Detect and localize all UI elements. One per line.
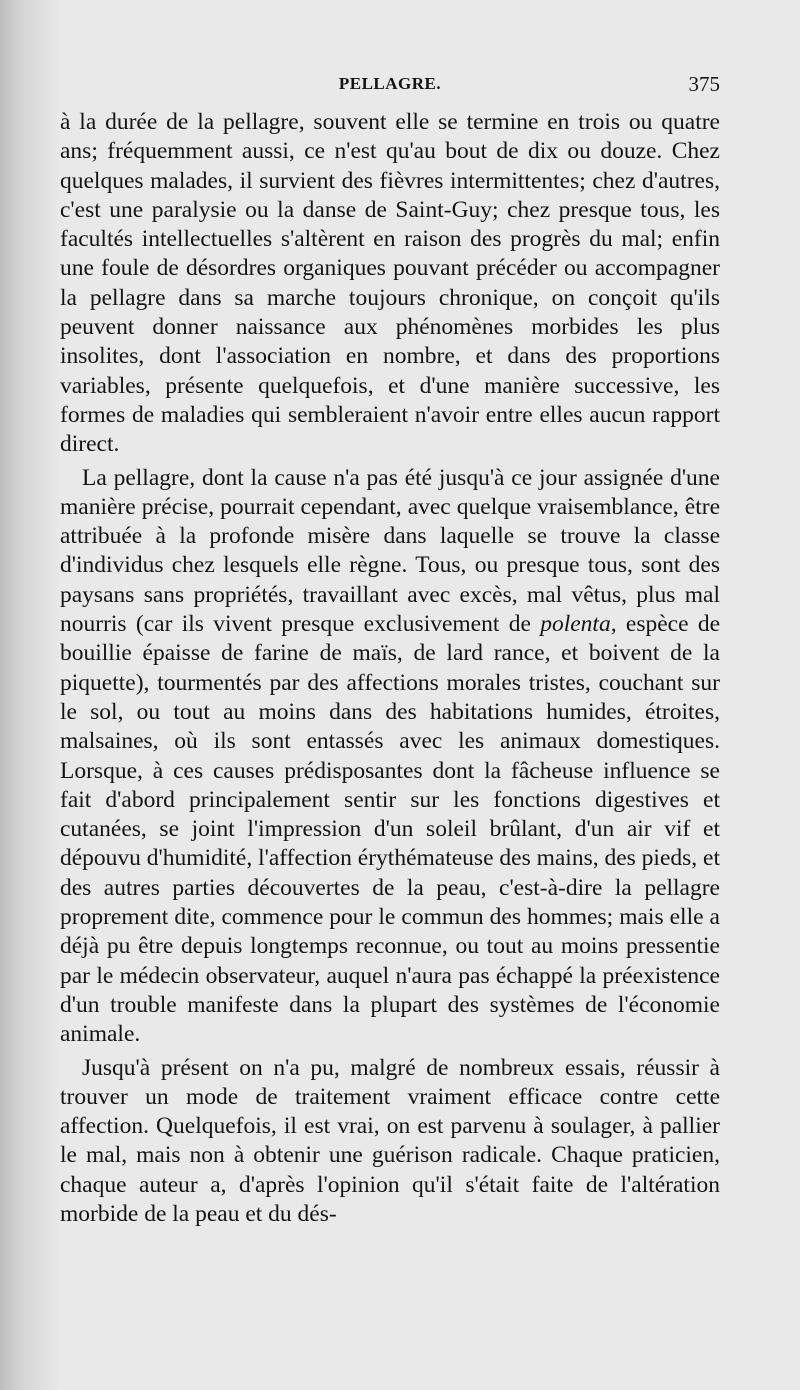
paragraph-2-italic-term: polenta,	[540, 611, 617, 638]
body-text	[60, 108, 720, 1233]
page-number: 375	[688, 72, 720, 96]
running-title: PELLAGRE.	[338, 74, 442, 93]
paragraph-2-part-2: espèce de bouillie épaisse de farine de maïs, de lard rance, et boivent de la piquette), tourmentés par des affections morales tristes, couchant sur le sol, ou tout au moins dans des habitations humides, étroites, malsaines, où ils sont entassés avec les animaux domestiques. Lorsque, à ces causes prédisposantes dont la fâcheuse influence se fait d'abord principalement sentir sur les fonctions digestives et cutanées, se joint l'impression d'un soleil brûlant, d'un air vif et dépouvu d'humidité, l'affection érythémateuse des mains, des pieds, et des autres parties découvertes de la peau, c'est-à-dire la pellagre proprement dite, commence pour le commun des hommes; mais elle a déjà pu être depuis longtemps reconnue, ou tout au moins pressentie par le médecin observateur, auquel n'aura pas échappé la préexistence d'un trouble manifeste dans la plupart des systèmes de l'économie animale.	[60, 611, 720, 1048]
paragraph-1: à la durée de la pellagre, souvent elle se termine en trois ou quatre ans; fréquemment aussi, ce n'est qu'au bout de dix ou douze. Chez quelques malades, il survient des fièvres intermittentes; chez d'autres, c'est une paralysie ou la danse de Saint-Guy; chez presque tous, les facultés intellectuelles s'altèrent en raison des progrès du mal; enfin une foule de désordres organiques pouvant précéder ou accompagner la pellagre dans sa marche toujours chronique, on conçoit qu'ils peuvent donner naissance aux phénomènes morbides les plus insolites, dont l'association en nombre, et dans des proportions variables, présente quelquefois, et d'une manière successive, les formes de maladies qui sembleraient n'avoir entre elles aucun rapport direct.	[60, 109, 720, 458]
running-header	[60, 74, 720, 102]
paragraph-2	[60, 464, 720, 1050]
paragraph-2-part-1: La pellagre, dont la cause n'a pas été jusqu'à ce jour assignée d'une manière précise, pourrait cependant, avec quelque vraisemblance, être attribuée à la profonde misère dans laquelle se trouve la classe d'individus chez lesquels elle règne. Tous, ou presque tous, sont des paysans sans propriétés, travaillant avec excès, mal vêtus, plus mal nourris (car ils vivent presque exclusivement de	[60, 464, 720, 638]
binding-shadow	[0, 0, 60, 1390]
paragraph-3: Jusqu'à présent on n'a pu, malgré de nombreux essais, réussir à trouver un mode de traitement vraiment efficace contre cette affection. Quelquefois, il est vrai, on est parvenu à soulager, à pallier le mal, mais non à obtenir une guérison radicale. Chaque praticien, chaque auteur a, d'après l'opinion qu'il s'était faite de l'altération morbide de la peau et du dés-	[60, 1054, 720, 1227]
